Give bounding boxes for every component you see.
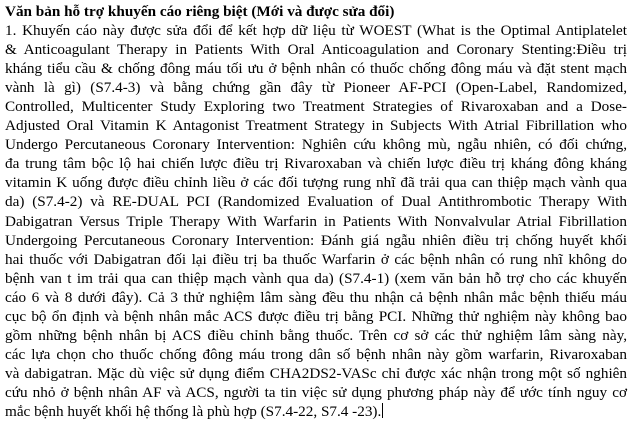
- paragraph-line: da) (S7.4-2) và RE-DUAL PCI (Randomized Evaluation of Dual Antithrombotic Therapy With: [5, 193, 627, 211]
- text-cursor: [382, 403, 383, 418]
- document-title: Văn bản hỗ trợ khuyến cáo riêng biệt (Mới và được sửa đổi): [5, 3, 395, 20]
- paragraph-line: cứu nhỏ ở bệnh nhân AF và ACS, người ta tin việc sử dụng phương pháp này để ước tính nguy cơ: [5, 383, 627, 401]
- paragraph-line: Undergoing Percutaneous Coronary Intervention: Đánh giá ngẫu nhiên điều trị chống huyết khối: [5, 231, 627, 249]
- paragraph-line: đa trung tâm bộc lộ hai chiến lược điều trị Rivaroxaban và chiến lược điều trị kháng đông kháng: [5, 155, 627, 173]
- paragraph-line: & Anticoagulant Therapy in Patients With Oral Anticoagulation and Coronary Stenting:Điều trị: [5, 41, 627, 59]
- paragraph-line: Controlled, Multicenter Study Exploring two Treatment Strategies of Rivaroxaban and a Dose-: [5, 98, 627, 116]
- paragraph-line: Dabigatran Versus Triple Therapy With Warfarin in Patients With Nonvalvular Atrial Fibrillation: [5, 212, 627, 230]
- paragraph-line: Undergo Percutaneous Coronary Intervention: Nghiên cứu không mù, ngẫu nhiên, có đối chứng,: [5, 136, 627, 154]
- paragraph-line: gồm những bệnh nhân bị ACS điều chỉnh bằng thuốc. Trên cơ sở các thử nghiệm lâm sàng này,: [5, 326, 627, 344]
- paragraph-line: hai thuốc với Dabigatran đối lại điều trị ba thuốc Warfarin ở các bệnh nhân có rung nhĩ không do: [5, 250, 627, 268]
- paragraph-line-text: mắc bệnh huyết khối hệ thống là phù hợp (S7.4-22, S7.4 -23).: [5, 402, 382, 420]
- paragraph-line: các lựa chọn cho thuốc chống đông máu trong dân số bệnh nhân này gồm warfarin, Rivaroxaban: [5, 345, 627, 363]
- paragraph-line: cáo 6 và 8 dưới đây). Cả 3 thử nghiệm lâm sàng đều thu nhận cả bệnh nhân mắc bệnh thiếu máu: [5, 288, 627, 306]
- paragraph-line: vitamin K uống được điều chỉnh liều ở các đối tượng rung nhĩ đã trải qua can thiệp mạch vành qua: [5, 174, 627, 192]
- document-body: [5, 2, 633, 421]
- paragraph-line: bệnh van t im trải qua can thiệp mạch vành qua da) (S7.4-1) (xem văn bản hỗ trợ cho các khuyến: [5, 269, 627, 287]
- paragraph-line: kháng tiểu cầu & chống đông máu tối ưu ở bệnh nhân có thuốc chống đông máu và đặt stent mạch: [5, 60, 627, 78]
- paragraph-line: vành là gì) (S7.4-3) và bằng chứng gần đây từ Pioneer AF-PCI (Open-Label, Randomized,: [5, 79, 627, 97]
- paragraph-last-line[interactable]: [5, 402, 627, 421]
- paragraph-line: cục bộ ổn định và bệnh nhân mắc ACS được điều trị bằng PCI. Những thử nghiệm này không bao: [5, 307, 627, 325]
- paragraph-line: và dabigatran. Mặc dù việc sử dụng điểm CHA2DS2-VASc chỉ được xác nhận trong một số nghiên: [5, 364, 627, 382]
- paragraph-line: Adjusted Oral Vitamin K Antagonist Treatment Strategy in Subjects With Atrial Fibrillation who: [5, 117, 627, 135]
- paragraph-line: 1. Khuyến cáo này được sửa đổi để kết hợp dữ liệu từ WOEST (What is the Optimal Antiplatelet: [5, 22, 627, 40]
